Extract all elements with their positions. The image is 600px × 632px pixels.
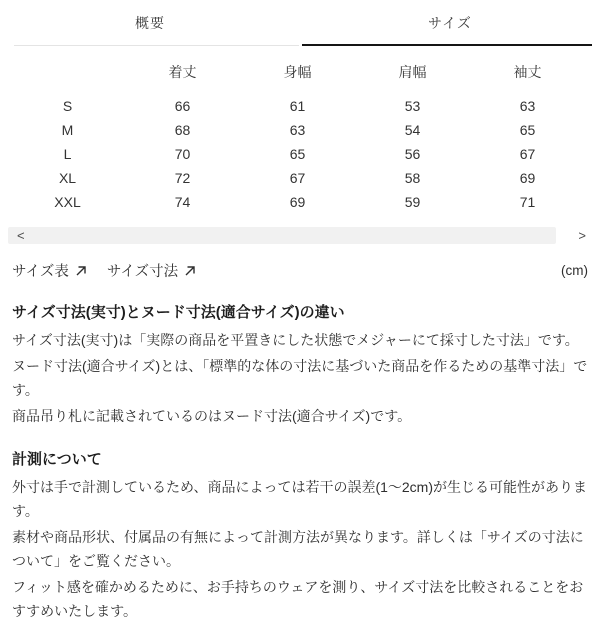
table-cell: 70 xyxy=(174,146,191,162)
section-heading: 計測について xyxy=(12,451,102,468)
table-cell: 65 xyxy=(289,146,306,162)
size-spec-link[interactable] xyxy=(107,260,196,281)
table-cell: 71 xyxy=(519,194,536,210)
table-cell: 66 xyxy=(174,98,191,114)
size-table-corner-cell xyxy=(10,62,125,94)
tab-overview-label: 概要 xyxy=(135,15,165,31)
table-cell: 53 xyxy=(404,98,421,114)
scroll-right-icon[interactable]: > xyxy=(578,228,586,243)
table-cell: 68 xyxy=(174,122,191,138)
column-header-body-length: 着丈 xyxy=(168,64,197,80)
tab-size-active-underline xyxy=(302,44,592,46)
section-paragraph: 外寸は手で計測しているため、商品によっては若干の誤差(1〜2cm)が生じる可能性があります。 xyxy=(12,479,587,519)
tab-size[interactable] xyxy=(300,0,600,46)
table-cell: 72 xyxy=(174,170,191,186)
table-cell: 69 xyxy=(289,194,306,210)
table-cell: 67 xyxy=(519,146,536,162)
table-cell: 69 xyxy=(519,170,536,186)
section-paragraph: ヌード寸法(適合サイズ)とは、「標準的な体の寸法に基づいた商品を作るための基準寸法」です。 xyxy=(12,358,588,398)
tab-overview-underline xyxy=(14,45,299,46)
section-size-spec-difference xyxy=(12,301,588,428)
explanation-content xyxy=(0,301,600,623)
table-cell: 54 xyxy=(404,122,421,138)
size-label: XXL xyxy=(54,194,81,210)
table-cell: 63 xyxy=(289,122,306,138)
table-row xyxy=(10,166,585,190)
table-cell: 67 xyxy=(289,170,306,186)
scroll-left-icon[interactable]: < xyxy=(17,228,25,243)
size-chart-link[interactable] xyxy=(12,260,87,281)
section-measurement xyxy=(12,448,588,623)
size-table xyxy=(10,62,585,214)
size-table-header-row xyxy=(10,62,585,94)
size-chart-link-label: サイズ表 xyxy=(12,264,69,280)
section-paragraph: 素材や商品形状、付属品の有無によって計測方法が異なります。詳しくは「サイズの寸法について」をご覧ください。 xyxy=(12,529,584,569)
size-label: L xyxy=(63,146,72,162)
column-header-body-width: 身幅 xyxy=(283,64,312,80)
links-row xyxy=(0,260,600,281)
table-cell: 58 xyxy=(404,170,421,186)
table-cell: 61 xyxy=(289,98,306,114)
table-cell: 65 xyxy=(519,122,536,138)
table-row xyxy=(10,190,585,214)
table-cell: 56 xyxy=(404,146,421,162)
size-label: XL xyxy=(58,170,77,186)
table-row xyxy=(10,94,585,118)
unit-label: (cm) xyxy=(561,263,588,278)
size-spec-link-label: サイズ寸法 xyxy=(106,264,179,280)
tab-size-label: サイズ xyxy=(428,15,472,31)
table-row xyxy=(10,118,585,142)
external-link-icon xyxy=(184,265,196,277)
size-label: S xyxy=(62,98,73,114)
horizontal-scrollbar xyxy=(8,227,592,244)
table-cell: 63 xyxy=(519,98,536,114)
section-paragraph: 商品吊り札に記載されているのはヌード寸法(適合サイズ)です。 xyxy=(12,408,412,424)
section-paragraph: フィット感を確かめるために、お手持ちのウェアを測り、サイズ寸法を比較されることをおすすめいたします。 xyxy=(12,579,584,619)
scrollbar-thumb[interactable] xyxy=(8,227,556,244)
section-paragraph: サイズ寸法(実寸)は「実際の商品を平置きにした状態でメジャーにて採寸した寸法」です。 xyxy=(12,332,579,348)
table-cell: 74 xyxy=(174,194,191,210)
tab-overview[interactable] xyxy=(0,0,300,46)
size-label: M xyxy=(61,122,74,138)
column-header-shoulder-width: 肩幅 xyxy=(398,64,427,80)
table-cell: 59 xyxy=(404,194,421,210)
table-row xyxy=(10,142,585,166)
section-heading: サイズ寸法(実寸)とヌード寸法(適合サイズ)の違い xyxy=(12,304,345,321)
external-link-icon xyxy=(75,265,87,277)
tab-bar xyxy=(0,0,600,46)
column-header-sleeve-length: 袖丈 xyxy=(513,64,542,80)
